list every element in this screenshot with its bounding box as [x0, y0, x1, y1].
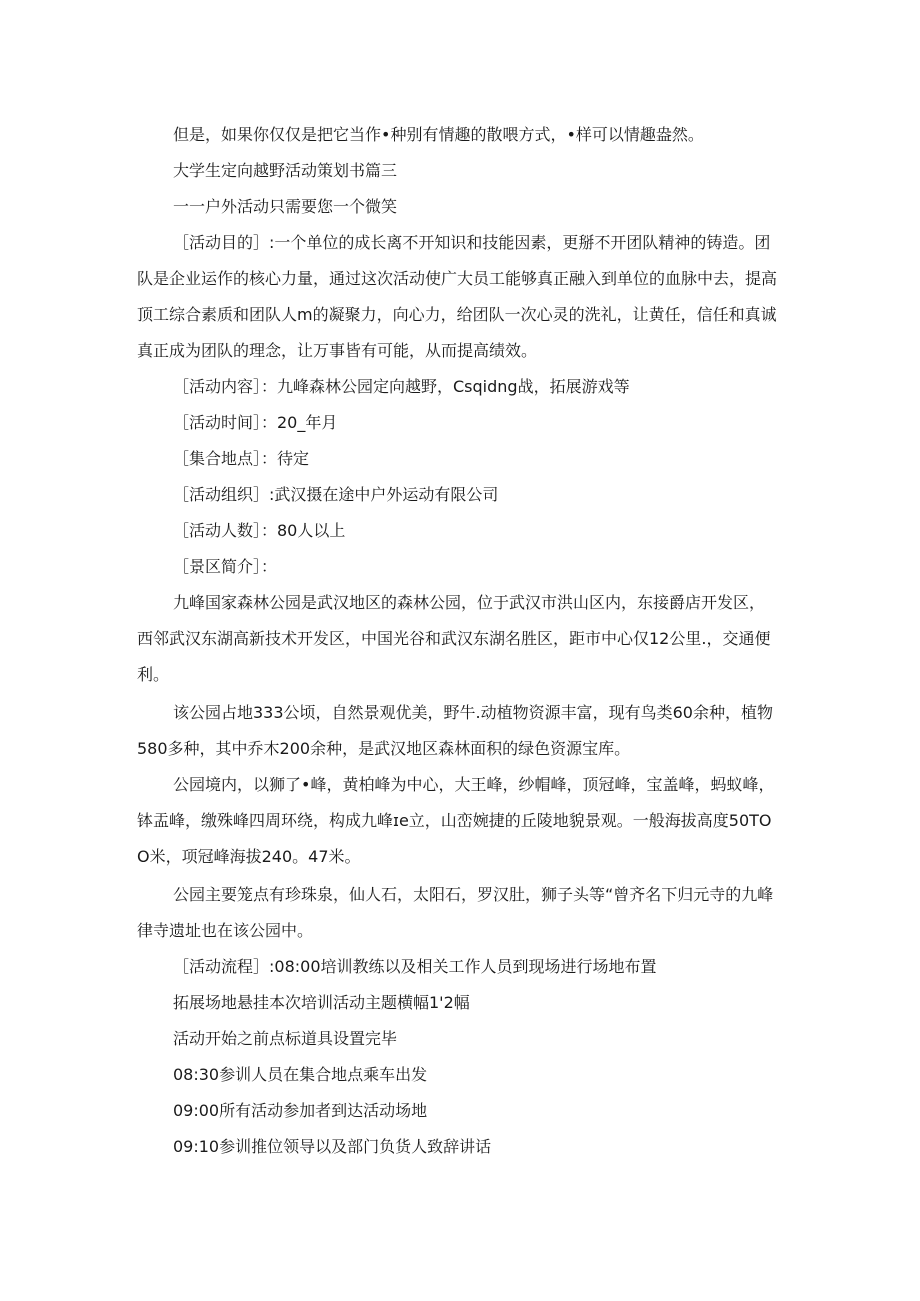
scenic-paragraph: 公园主要笼点有珍珠泉，仙人石，太阳石，罗汉肚，狮子头等“曾齐名下归元寺的九峰律寺遗址也在该公园中。	[137, 885, 774, 940]
intro-line: 但是，如果你仅仅是把它当作•种别有情趣的散喂方式，•样可以情趣盎然。	[173, 125, 704, 144]
info-line-time: ［活动时间］：20_年月	[173, 413, 338, 432]
process-line: 拓展场地悬挂本次培训活动主题横幅1'2幅	[173, 993, 470, 1012]
process-line: ［活动流程］:08:00培训教练以及相关工作人员到现场进行场地布置	[173, 957, 657, 976]
scenic-paragraph: 该公园占地333公顷，自然景观优美，野牛.动植物资源丰富，现有鸟类60余种，植物580多种，其中乔木200余种，是武汉地区森林面积的绿色资源宝库。	[137, 703, 773, 758]
purpose-paragraph: ［活动目的］:一个单位的成长离不开知识和技能因素，更掰不开团队精神的铸造。团队是企业运作的核心力量，通过这次活动使广大员工能够真正融入到单位的血脉中去，提高顶工综合素质和团队人m的凝聚力，向心力，给团队一次心灵的洗礼，让黄任，信任和真诚真正成为团队的理念，让万事皆有可能，从而提高绩效。	[137, 233, 778, 360]
process-line: 08:30参训人员在集合地点乘车出发	[173, 1065, 428, 1084]
info-line-location: ［集合地点］：待定	[173, 449, 310, 468]
process-line: 09:10参训推位领导以及部门负货人致辞讲话	[173, 1137, 492, 1156]
info-line-participants: ［活动人数］：80人以上	[173, 521, 346, 540]
section-subtitle: 一一户外活动只需要您一个微笑	[173, 197, 398, 216]
process-line: 09:00所有活动参加者到达活动场地	[173, 1101, 428, 1120]
info-line-content: ［活动内容］：九峰森林公园定向越野，Csqidng战，拓展游戏等	[173, 377, 630, 396]
info-line-organizer: ［活动组织］:武汉摄在途中户外运动有限公司	[173, 485, 499, 504]
scenic-paragraph: 公园境内，以狮了•峰，黄柏峰为中心，大王峰，纱帽峰，顶冠峰，宝盖峰，蚂蚁峰，钵盂峰，缴殊峰四周环绕，构成九峰ɪe立，山峦婉捷的丘陵地貌景观。一般海拔高度50TOO米，项冠峰海拔240。47米。	[137, 775, 775, 866]
process-line: 活动开始之前点标道具设置完毕	[173, 1029, 398, 1048]
info-line-scenic: ［景区简介］：	[173, 557, 278, 576]
scenic-paragraph: 九峰国家森林公园是武汉地区的森林公园，位于武汉市洪山区内，东接爵店开发区，西邻武汉东湖高新技术开发区，中国光谷和武汉东湖名胜区，距市中心仅12公里.，交通便利。	[137, 593, 771, 684]
section-title: 大学生定向越野活动策划书篇三	[173, 161, 398, 180]
